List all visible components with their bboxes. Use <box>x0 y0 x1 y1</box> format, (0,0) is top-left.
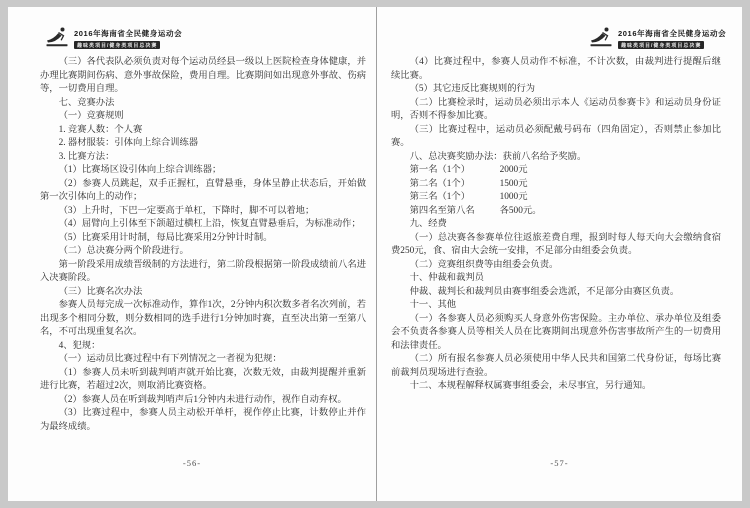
paragraph: （2）参赛人员在听到裁判哨声后1分钟内未进行动作，视作自动弃权。 <box>58 394 347 405</box>
paragraph: （一）总决赛各参赛单位往返旅差费自理，报到时每人每天向大会缴纳食宿费250元，食、宿由大会统一安排，不足部分由组委会负责。 <box>391 232 721 256</box>
runner-games-logo-icon <box>589 26 613 47</box>
prize-row <box>391 178 721 192</box>
paragraph: 第一阶段采用成绩晋级制的方法进行，第二阶段根据第一阶段成绩前八名进入决赛阶段。 <box>40 259 366 283</box>
paragraph: 十一、其他 <box>409 300 457 310</box>
prize-row <box>391 205 721 219</box>
paragraph: （5）比赛采用计时制，每局比赛采用2分钟计时制。 <box>58 232 273 243</box>
header-title: 2016年海南省全民健身运动会 <box>618 29 727 38</box>
runner-games-logo-icon <box>45 26 69 47</box>
prize-amount: 各500元。 <box>499 205 542 216</box>
paragraph: 参赛人员每完成一次标准动作，算作1次，2分钟内积次数多者名次列前，若出现多个相同分数，则分数相同的选手进行1分钟加时赛，直至决出第一至第八名，不可出现重复名次。 <box>40 300 366 337</box>
paragraph: 七、竞赛办法 <box>58 97 115 108</box>
paragraph: 十、仲裁和裁判员 <box>409 273 484 283</box>
paragraph: （一）各参赛人员必须购买人身意外伤害保险。主办单位、承办单位及组委会不负责各参赛人员等相关人员在比赛期间出现意外伤害事故所产生的一切费用和法律责任。 <box>391 313 721 351</box>
paragraph: （一）运动员比赛过程中有下列情况之一者视为犯规： <box>58 354 282 364</box>
header-subtitle: 趣味类项目/健身类项目总决赛 <box>618 41 704 49</box>
paragraph: 仲裁、裁判长和裁判员由赛事组委会选派，不足部分由赛区负责。 <box>409 286 680 297</box>
paragraph: （二）竞赛组织费等由组委会负责。 <box>409 259 559 270</box>
page-body-right <box>391 56 721 394</box>
paragraph: 十二、本规程解释权属赛事组委会，未尽事宜，另行通知。 <box>409 381 652 391</box>
paragraph: （4）屈臂向上引体至下颌超过横杠上沿，恢复直臂悬垂后，为标准动作； <box>58 219 361 229</box>
prize-amount: 2000元 <box>499 165 528 175</box>
paragraph: （二）总决赛分两个阶段进行。 <box>58 246 189 256</box>
paragraph: （三）比赛过程中，运动员必须配戴号码布（四角固定），否则禁止参加比赛。 <box>391 124 721 148</box>
prize-rank: 第三名（1个） <box>409 192 471 202</box>
prize-row <box>391 164 721 178</box>
page-header <box>45 26 182 49</box>
page-57 <box>377 7 742 501</box>
prize-rank: 第二名（1个） <box>409 178 471 189</box>
paragraph: 2. 器材服装：引体向上综合训练器 <box>58 138 199 148</box>
prize-amount: 1000元 <box>499 192 528 202</box>
prize-row <box>391 191 721 205</box>
paragraph: （1）参赛人员未听到裁判哨声就开始比赛，次数无效，由裁判提醒并重新进行比赛，若超过2次，则取消比赛资格。 <box>40 367 366 391</box>
header-text <box>74 26 182 49</box>
paragraph: 3. 比赛方法： <box>58 151 115 162</box>
paragraph: （1）比赛场区设引体向上综合训练器； <box>58 165 222 175</box>
page-56 <box>8 7 377 501</box>
prize-rank: 第四名至第八名 <box>409 205 475 216</box>
paragraph: （二）所有报名参赛人员必须使用中华人民共和国第二代身份证，每场比赛前裁判员现场进行查验。 <box>391 354 721 378</box>
paragraph: （三）各代表队必须负责对每个运动员经县一级以上医院检查身体健康，并办理比赛期间伤病、意外事故保险，费用自理。比赛期间如出现意外事故、伤病等，一切费用自理。 <box>40 57 366 94</box>
paragraph: （3）上升时，下巴一定要高于单杠，下降时，脚不可以着地； <box>58 205 315 216</box>
paragraph: （3）比赛过程中，参赛人员主动松开单杆，视作停止比赛，计数停止并作为最终成绩。 <box>40 408 366 432</box>
paragraph: （4）比赛过程中，参赛人员动作不标准，不计次数，由裁判进行提醒后继续比赛。 <box>391 57 721 81</box>
page-number: -57- <box>550 458 569 468</box>
prize-rank: 第一名（1个） <box>409 165 471 175</box>
paragraph: （2）参赛人员跳起，双手正握杠，直臂悬垂，身体呈静止状态后，开始做第一次引体向上的动作； <box>40 178 366 202</box>
paragraph: 八、总决赛奖励办法：获前八名给予奖励。 <box>409 151 587 162</box>
header-title: 2016年海南省全民健身运动会 <box>74 29 183 38</box>
header-subtitle: 趣味类项目/健身类项目总决赛 <box>74 41 160 49</box>
page-header <box>589 26 726 49</box>
page-body-left <box>40 56 366 434</box>
paragraph: （三）比赛名次办法 <box>58 286 143 297</box>
page-number: -56- <box>182 458 202 468</box>
paragraph: 1. 竞赛人数：个人赛 <box>58 124 143 135</box>
paragraph: 4、犯规： <box>58 340 101 351</box>
paragraph: 九、经费 <box>409 219 447 229</box>
paragraph: （二）比赛检录时，运动员必须出示本人《运动员参赛卡》和运动员身份证明，否则不得参加比赛。 <box>391 97 721 121</box>
paragraph: （5）其它违反比赛规则的行为 <box>409 84 536 94</box>
paragraph: （一）竞赛规则 <box>58 111 124 121</box>
header-text <box>618 26 726 49</box>
prize-amount: 1500元 <box>499 178 528 189</box>
